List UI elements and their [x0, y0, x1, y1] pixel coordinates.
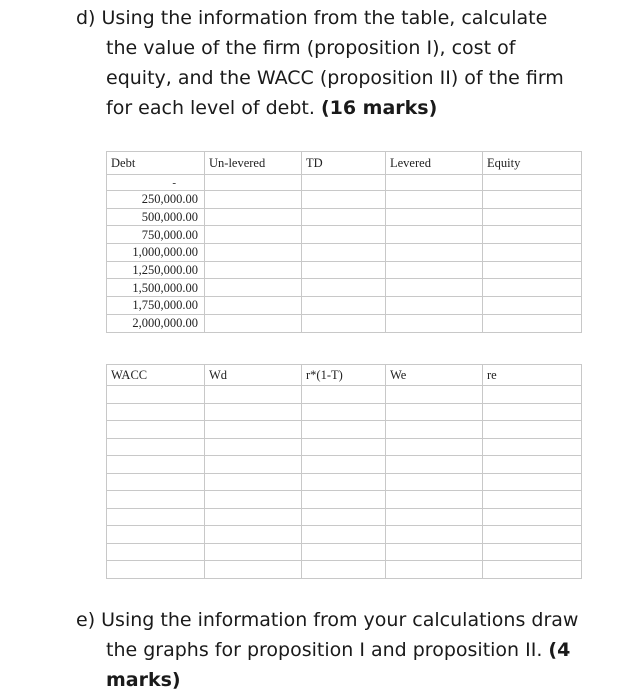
table-cell: [107, 561, 205, 579]
table-cell: [205, 456, 302, 474]
table-cell: [107, 421, 205, 439]
table-cell: [386, 244, 483, 262]
table-row: [107, 543, 582, 561]
table-cell: [483, 561, 582, 579]
question-d-line-4: [76, 93, 564, 123]
table-cell: [483, 244, 582, 262]
header-levered: Levered: [386, 152, 483, 175]
table-cell: [205, 543, 302, 561]
table-cell: [205, 473, 302, 491]
question-e-line-2-text: the graphs for proposition I and proposition II.: [106, 639, 549, 661]
header-wd: Wd: [205, 365, 302, 386]
table-cell: [302, 438, 386, 456]
table-cell: [107, 386, 205, 404]
table-row: [107, 456, 582, 474]
table-row: [107, 279, 582, 297]
table-cell: [302, 244, 386, 262]
table-cell: [386, 456, 483, 474]
table-cell: [483, 279, 582, 297]
header-we: We: [386, 365, 483, 386]
table-cell: [107, 526, 205, 544]
table-cell: [386, 473, 483, 491]
table-row: [107, 421, 582, 439]
debt-cell: 500,000.00: [107, 208, 205, 226]
table-cell: [386, 226, 483, 244]
header-r-after-tax: r*(1-T): [302, 365, 386, 386]
table-row: [107, 175, 582, 191]
question-e-line-3: [76, 665, 578, 695]
table-row: [107, 491, 582, 509]
table-cell: [205, 175, 302, 191]
table-cell: [107, 508, 205, 526]
table-cell: [302, 175, 386, 191]
question-d-line-3: equity, and the WACC (proposition II) of the firm: [106, 67, 564, 89]
debt-valuation-table: [106, 151, 582, 333]
table-cell: [302, 226, 386, 244]
table-cell: [483, 175, 582, 191]
table-cell: [386, 491, 483, 509]
table-cell: [107, 456, 205, 474]
table-row: [107, 244, 582, 262]
table-cell: [302, 261, 386, 279]
table-cell: [483, 543, 582, 561]
table-cell: [386, 386, 483, 404]
table-cell: [386, 297, 483, 315]
table-cell: [205, 561, 302, 579]
debt-cell: 2,000,000.00: [107, 314, 205, 332]
table-cell: [386, 508, 483, 526]
question-e: [76, 605, 578, 695]
table-cell: [302, 543, 386, 561]
table-cell: [302, 526, 386, 544]
table-cell: [205, 261, 302, 279]
header-re: re: [483, 365, 582, 386]
table-cell: [483, 191, 582, 209]
table-cell: [483, 226, 582, 244]
table-cell: [386, 261, 483, 279]
table-cell: [386, 175, 483, 191]
table-cell: [483, 456, 582, 474]
header-td: TD: [302, 152, 386, 175]
table-row: [107, 314, 582, 332]
table-cell: [386, 208, 483, 226]
header-equity: Equity: [483, 152, 582, 175]
header-unlevered: Un-levered: [205, 152, 302, 175]
table-row: [107, 526, 582, 544]
table-cell: [386, 543, 483, 561]
table-cell: [386, 421, 483, 439]
debt-cell: 750,000.00: [107, 226, 205, 244]
table-row: [107, 561, 582, 579]
question-d-line-1: d) Using the information from the table, calculate: [76, 7, 548, 29]
wacc-table: [106, 364, 582, 579]
table-row: [107, 208, 582, 226]
table-cell: [205, 438, 302, 456]
table-cell: [386, 314, 483, 332]
table-cell: [205, 244, 302, 262]
question-d-marks: (16 marks): [320, 97, 438, 119]
table-row: [107, 191, 582, 209]
table-cell: [483, 314, 582, 332]
table-cell: [302, 473, 386, 491]
table-cell: [205, 491, 302, 509]
table-cell: [205, 526, 302, 544]
table-cell: [205, 403, 302, 421]
debt-cell: 1,750,000.00: [107, 297, 205, 315]
debt-cell: 1,500,000.00: [107, 279, 205, 297]
question-d-line-2: the value of the firm (proposition I), cost of: [106, 37, 516, 59]
table-cell: [205, 386, 302, 404]
debt-cell: 250,000.00: [107, 191, 205, 209]
table-row: [107, 297, 582, 315]
table-cell: [302, 279, 386, 297]
table-cell: [107, 438, 205, 456]
table-row: [107, 226, 582, 244]
table-row: [107, 403, 582, 421]
debt-cell: -: [107, 175, 205, 191]
table-cell: [483, 438, 582, 456]
table-row: [107, 438, 582, 456]
table-cell: [386, 561, 483, 579]
table-cell: [205, 508, 302, 526]
question-e-line-2: [76, 635, 578, 665]
table-cell: [107, 473, 205, 491]
table-cell: [205, 297, 302, 315]
table-cell: [483, 261, 582, 279]
table-header-row: [107, 152, 582, 175]
table-row: [107, 473, 582, 491]
table-cell: [302, 561, 386, 579]
table-cell: [483, 526, 582, 544]
table-cell: [483, 386, 582, 404]
table-cell: [302, 403, 386, 421]
table-cell: [302, 191, 386, 209]
table-cell: [205, 191, 302, 209]
table-cell: [205, 314, 302, 332]
table-cell: [302, 491, 386, 509]
debt-cell: 1,000,000.00: [107, 244, 205, 262]
header-wacc: WACC: [107, 365, 205, 386]
table-cell: [107, 491, 205, 509]
table-cell: [302, 421, 386, 439]
question-e-marks-part1: (4: [548, 639, 571, 661]
table-row: [107, 261, 582, 279]
table-cell: [386, 279, 483, 297]
table-cell: [483, 208, 582, 226]
table-cell: [483, 403, 582, 421]
table-cell: [483, 297, 582, 315]
table-cell: [386, 403, 483, 421]
table-cell: [302, 314, 386, 332]
table-cell: [107, 543, 205, 561]
question-e-line-1: e) Using the information from your calculations draw: [76, 609, 579, 631]
table-cell: [483, 508, 582, 526]
table-cell: [483, 491, 582, 509]
header-debt: Debt: [107, 152, 205, 175]
table-cell: [205, 226, 302, 244]
table-cell: [302, 456, 386, 474]
question-e-marks-part2: marks): [106, 669, 181, 691]
question-d: [76, 3, 564, 123]
table-cell: [205, 279, 302, 297]
table-row: [107, 508, 582, 526]
table-cell: [205, 208, 302, 226]
table-cell: [483, 473, 582, 491]
table-header-row: [107, 365, 582, 386]
table-cell: [205, 421, 302, 439]
table-cell: [483, 421, 582, 439]
table-cell: [386, 526, 483, 544]
question-d-line-4-text: for each level of debt.: [106, 97, 321, 119]
table-row: [107, 386, 582, 404]
table-cell: [302, 386, 386, 404]
table-cell: [302, 508, 386, 526]
table-cell: [302, 208, 386, 226]
table-cell: [386, 438, 483, 456]
debt-cell: 1,250,000.00: [107, 261, 205, 279]
table-cell: [386, 191, 483, 209]
table-cell: [302, 297, 386, 315]
table-cell: [107, 403, 205, 421]
